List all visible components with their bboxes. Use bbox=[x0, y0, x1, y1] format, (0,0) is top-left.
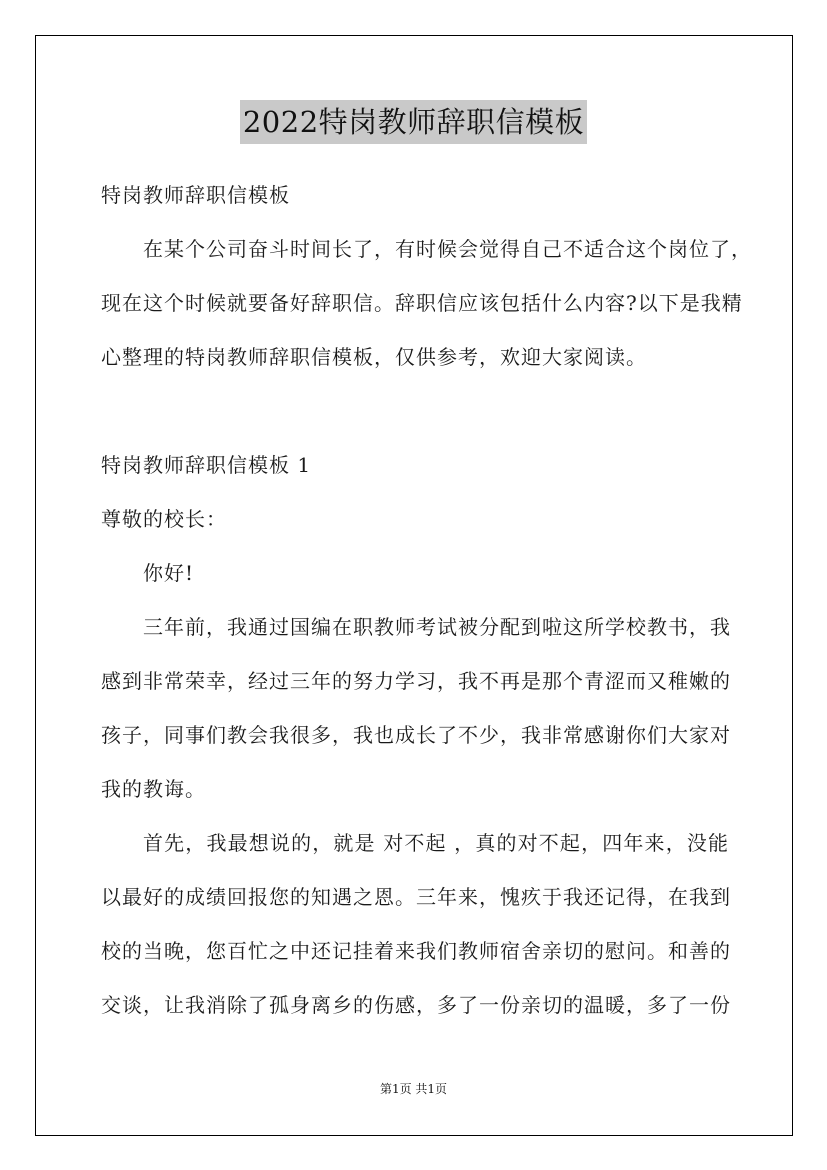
salutation: 尊敬的校长： bbox=[101, 507, 227, 531]
para2-line-2: 以最好的成绩回报您的知遇之恩。三年来，愧疚于我还记得，在我到 bbox=[101, 885, 731, 909]
document-body bbox=[101, 168, 752, 1032]
para1-line-2: 感到非常荣幸，经过三年的努力学习，我不再是那个青涩而又稚嫩的 bbox=[101, 669, 731, 693]
page-footer: 第1页 共1页 bbox=[379, 1082, 448, 1096]
para2-line-3: 校的当晚，您百忙之中还记挂着来我们教师宿舍亲切的慰问。和善的 bbox=[101, 939, 731, 963]
section-heading: 特岗教师辞职信模板 1 bbox=[101, 453, 312, 477]
para1-line-4: 我的教诲。 bbox=[101, 777, 206, 801]
intro-line-3: 心整理的特岗教师辞职信模板，仅供参考，欢迎大家阅读。 bbox=[101, 345, 647, 369]
subtitle: 特岗教师辞职信模板 bbox=[101, 183, 290, 207]
blank-line bbox=[101, 384, 729, 438]
para2-line-1: 首先，我最想说的，就是 对不起 ，真的对不起，四年来，没能 bbox=[143, 831, 729, 855]
para1-line-3: 孩子，同事们教会我很多，我也成长了不少，我非常感谢你们大家对 bbox=[101, 723, 731, 747]
para1-line-1: 三年前，我通过国编在职教师考试被分配到啦这所学校教书，我 bbox=[143, 615, 731, 639]
greeting: 你好! bbox=[143, 561, 195, 585]
intro-line-1: 在某个公司奋斗时间长了，有时候会觉得自己不适合这个岗位了， bbox=[143, 237, 752, 261]
intro-line-2: 现在这个时候就要备好辞职信。辞职信应该包括什么内容?以下是我精 bbox=[101, 291, 743, 315]
para2-line-4: 交谈，让我消除了孤身离乡的伤感，多了一份亲切的温暖，多了一份 bbox=[101, 993, 731, 1017]
document-title: 2022特岗教师辞职信模板 bbox=[240, 100, 587, 144]
title-container bbox=[0, 100, 827, 144]
